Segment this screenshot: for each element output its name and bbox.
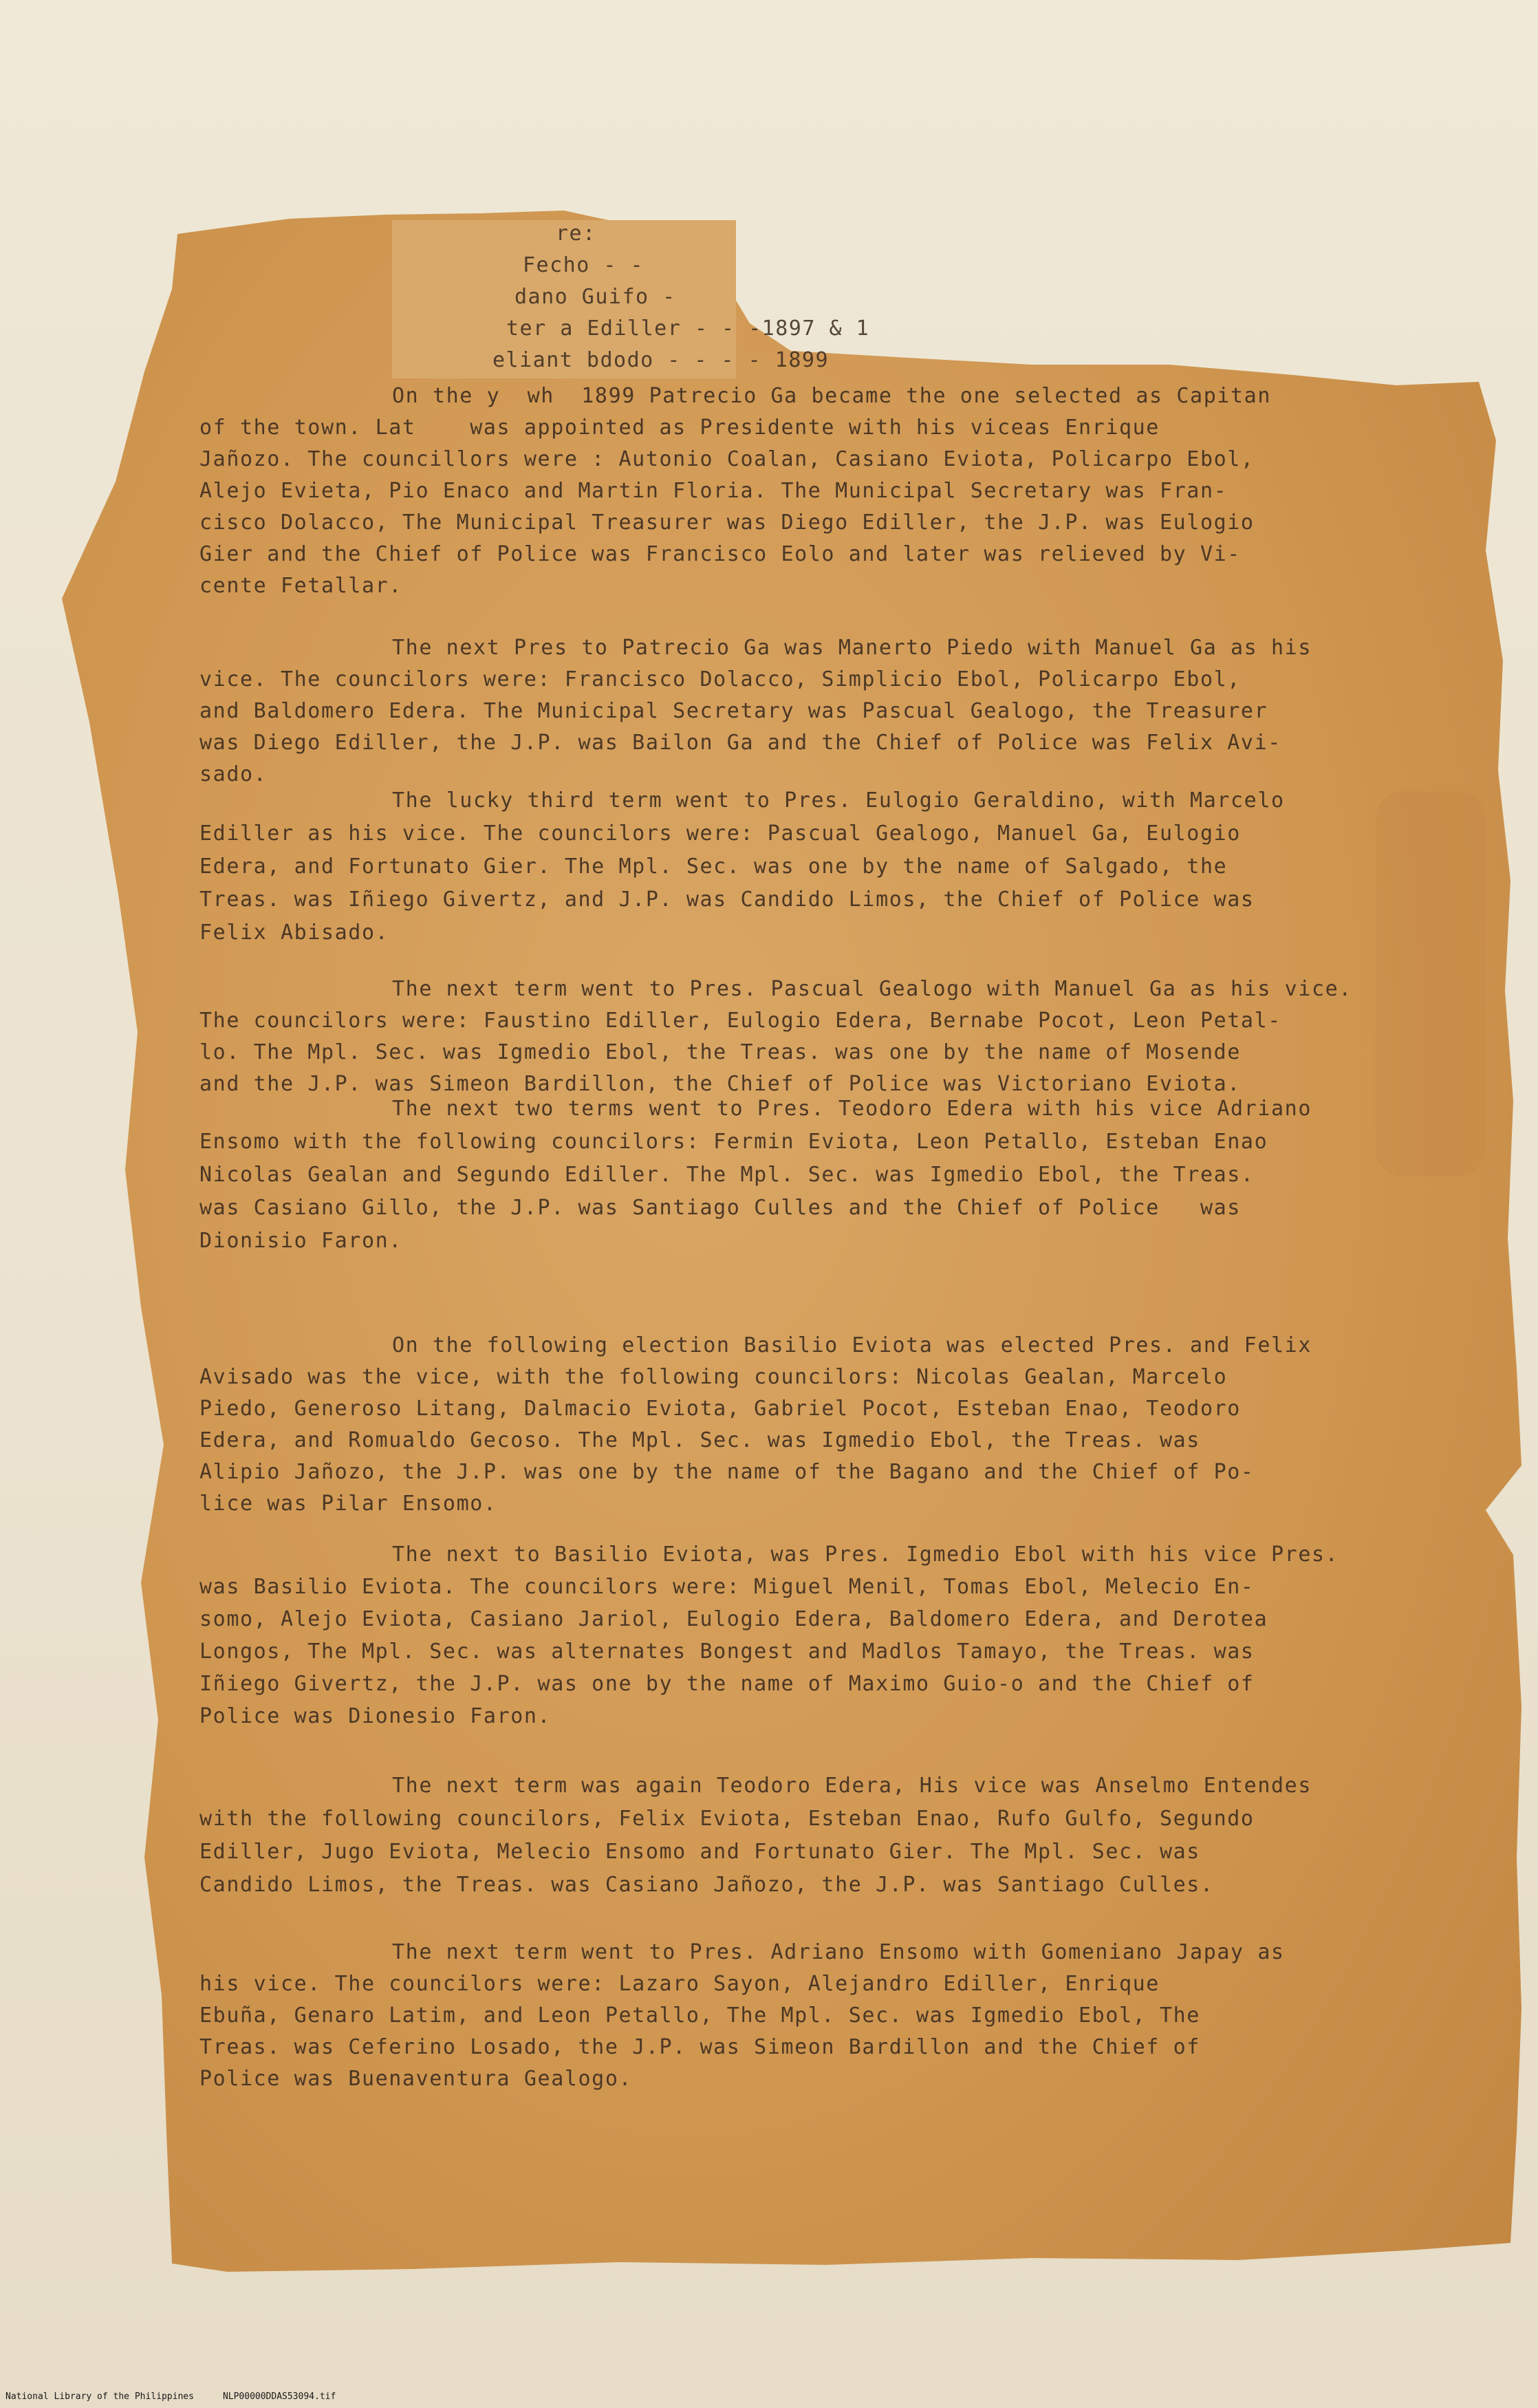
text-line: Gier and the Chief of Police was Francisco Eolo and later was relieved by Vi- [199,542,1241,566]
text-line: The lucky third term went to Pres. Eulogio Geraldino, with Marcelo [392,788,1285,813]
text-line: vice. The councilors were: Francisco Dolacco, Simplicio Ebol, Policarpo Ebol, [199,667,1241,691]
text-line: Candido Limos, the Treas. was Casiano Jañozo, the J.P. was Santiago Culles. [199,1873,1214,1897]
header-fragment: ter a Ediller - - -1897 & 1 [506,316,870,341]
header-fragment: re: [556,222,596,246]
text-line: sado. [199,762,268,786]
footer-filename: NLP00000DDAS53094.tif [222,2391,336,2402]
text-line: Avisado was the vice, with the following councilors: Nicolas Gealan, Marcelo [199,1365,1228,1389]
text-line: of the town. Lat was appointed as Presidente with his viceas Enrique [199,416,1160,440]
text-line: Felix Abisado. [199,921,389,945]
text-line: Ensomo with the following councilors: Fermin Eviota, Leon Petallo, Esteban Enao [199,1130,1268,1154]
text-line: On the following election Basilio Eviota was elected Pres. and Felix [392,1333,1312,1357]
text-line: The next term went to Pres. Adriano Ensomo with Gomeniano Japay as [392,1940,1285,1964]
text-line: Treas. was Iñiego Givertz, and J.P. was Candido Limos, the Chief of Police was [199,888,1255,912]
text-line: Ediller as his vice. The councilors were: Pascual Gealogo, Manuel Ga, Eulogio [199,821,1241,846]
text-line: Police was Dionesio Faron. [199,1704,552,1728]
text-line: and Baldomero Edera. The Municipal Secretary was Pascual Gealogo, the Treasurer [199,699,1268,723]
text-line: was Diego Ediller, the J.P. was Bailon Ga and the Chief of Police was Felix Avi- [199,731,1281,755]
text-line: Piedo, Generoso Litang, Dalmacio Eviota, Gabriel Pocot, Esteban Enao, Teodoro [199,1397,1241,1421]
text-line: Alipio Jañozo, the J.P. was one by the name of the Bagano and the Chief of Po- [199,1460,1255,1484]
text-line: was Basilio Eviota. The councilors were: Miguel Menil, Tomas Ebol, Melecio En- [199,1575,1255,1599]
text-line: Alejo Evieta, Pio Enaco and Martin Floria. The Municipal Secretary was Fran- [199,479,1228,503]
text-line: Iñiego Givertz, the J.P. was one by the name of Maximo Guio-o and the Chief of [199,1672,1255,1696]
text-line: Edera, and Fortunato Gier. The Mpl. Sec. was one by the name of Salgado, the [199,854,1228,879]
text-line: cisco Dolacco, The Municipal Treasurer was Diego Ediller, the J.P. was Eulogio [199,510,1255,535]
scan-footer [6,2391,365,2402]
text-line: The next Pres to Patrecio Ga was Manerto Piedo with Manuel Ga as his [392,636,1312,660]
text-line: The next term was again Teodoro Edera, His vice was Anselmo Entendes [392,1774,1312,1798]
text-line: his vice. The councilors were: Lazaro Sayon, Alejandro Ediller, Enrique [199,1972,1160,1996]
text-line: somo, Alejo Eviota, Casiano Jariol, Eulogio Edera, Baldomero Edera, and Derotea [199,1607,1268,1631]
text-line: was Casiano Gillo, the J.P. was Santiago Culles and the Chief of Police was [199,1196,1241,1220]
text-line: Dionisio Faron. [199,1229,402,1253]
text-line: Treas. was Ceferino Losado, the J.P. was Simeon Bardillon and the Chief of [199,2035,1200,2059]
text-line: and the J.P. was Simeon Bardillon, the Chief of Police was Victoriano Eviota. [199,1072,1241,1096]
text-line: The next term went to Pres. Pascual Gealogo with Manuel Ga as his vice. [392,977,1352,1001]
text-line: cente Fetallar. [199,574,402,598]
text-line: lice was Pilar Ensomo. [199,1492,497,1516]
text-line: Edera, and Romualdo Gecoso. The Mpl. Sec. was Igmedio Ebol, the Treas. was [199,1428,1200,1452]
text-line: On the y wh 1899 Patrecio Ga became the one selected as Capitan [392,384,1271,408]
header-fragment: Fecho - - [523,253,645,277]
header-fragment: dano Guifo - [515,285,676,309]
text-line: The next to Basilio Eviota, was Pres. Igmedio Ebol with his vice Pres. [392,1542,1339,1567]
text-line: The councilors were: Faustino Ediller, Eulogio Edera, Bernabe Pocot, Leon Petal- [199,1009,1281,1033]
footer-source: National Library of the Philippines [6,2391,194,2402]
text-line: Ediller, Jugo Eviota, Melecio Ensomo and Fortunato Gier. The Mpl. Sec. was [199,1840,1200,1864]
text-line: Longos, The Mpl. Sec. was alternates Bongest and Madlos Tamayo, the Treas. was [199,1640,1255,1664]
text-line: lo. The Mpl. Sec. was Igmedio Ebol, the Treas. was one by the name of Mosende [199,1040,1241,1064]
text-line: Police was Buenaventura Gealogo. [199,2067,633,2091]
text-line: with the following councilors, Felix Eviota, Esteban Enao, Rufo Gulfo, Segundo [199,1807,1255,1831]
text-line: Nicolas Gealan and Segundo Ediller. The Mpl. Sec. was Igmedio Ebol, the Treas. [199,1163,1255,1187]
header-fragment: eliant bdodo - - - - 1899 [492,348,830,372]
text-line: Ebuña, Genaro Latim, and Leon Petallo, The Mpl. Sec. was Igmedio Ebol, The [199,2003,1200,2028]
text-line: The next two terms went to Pres. Teodoro Edera with his vice Adriano [392,1097,1312,1121]
text-line: Jañozo. The councillors were : Autonio Coalan, Casiano Eviota, Policarpo Ebol, [199,447,1255,471]
